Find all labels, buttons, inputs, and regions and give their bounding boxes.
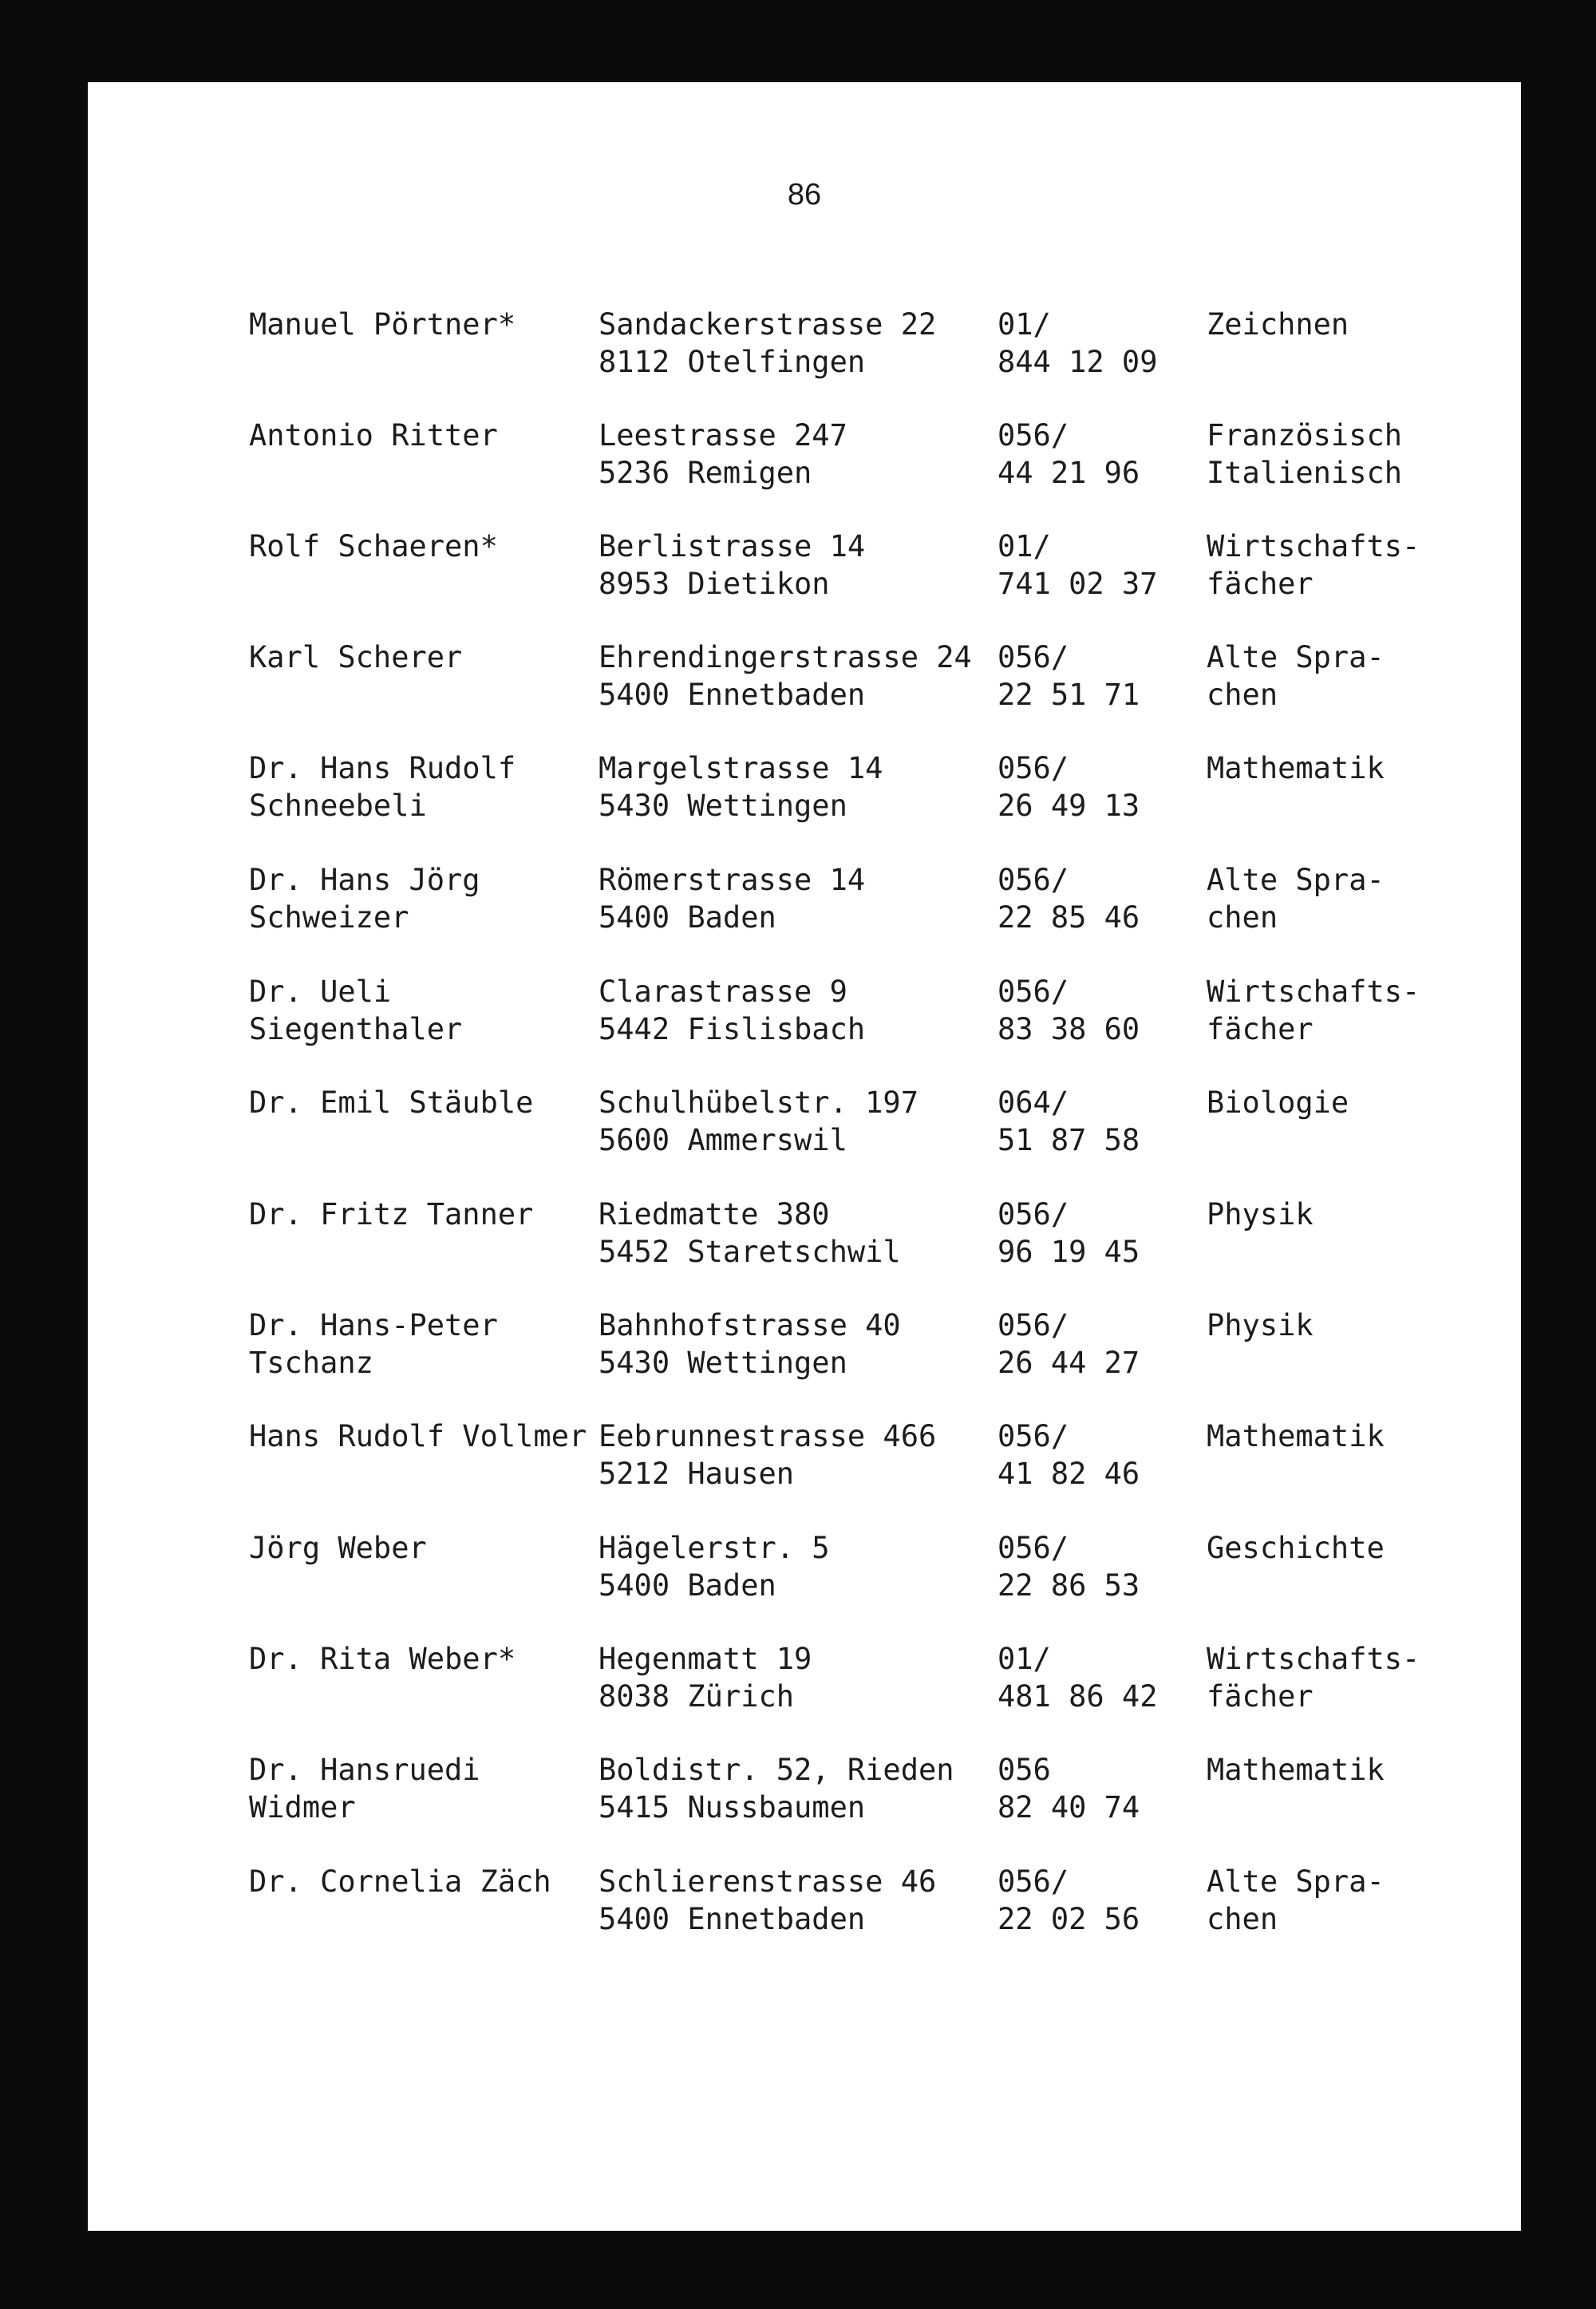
entry-subject: Alte Spra- chen: [1207, 863, 1385, 935]
entry-name: Jörg Weber: [249, 1531, 427, 1565]
entry-subject: Physik: [1207, 1308, 1314, 1342]
entry-subject: Alte Spra- chen: [1207, 640, 1385, 712]
directory-entry: [88, 1196, 1521, 1275]
entry-subject: Wirtschafts- fächer: [1207, 1642, 1420, 1714]
entry-name: Dr. Hansruedi Widmer: [249, 1753, 480, 1825]
entry-subject: Zeichnen: [1207, 307, 1349, 342]
entry-subject: Physik: [1207, 1197, 1314, 1232]
entry-phone: 056/ 22 02 56: [998, 1864, 1140, 1936]
entry-address: Margelstrasse 14 5430 Wettingen: [598, 751, 883, 823]
entry-name: Hans Rudolf Vollmer: [249, 1419, 587, 1453]
entry-phone: 056 82 40 74: [998, 1753, 1140, 1825]
entry-name: Rolf Schaeren*: [249, 529, 498, 563]
entry-subject: Mathematik: [1207, 751, 1385, 785]
entry-address: Schulhübelstr. 197 5600 Ammerswil: [598, 1085, 918, 1157]
directory-entry: [88, 1084, 1521, 1164]
entry-name: Dr. Hans Rudolf Schneebeli: [249, 751, 516, 823]
entry-subject: Wirtschafts- fächer: [1207, 975, 1420, 1046]
entry-address: Bahnhofstrasse 40 5430 Wettingen: [598, 1308, 901, 1380]
entry-address: Boldistr. 52, Rieden 5415 Nussbaumen: [598, 1753, 954, 1825]
entry-phone: 056/ 22 51 71: [998, 640, 1140, 712]
entry-name: Antonio Ritter: [249, 418, 498, 453]
entry-phone: 056/ 41 82 46: [998, 1419, 1140, 1491]
entry-address: Ehrendingerstrasse 24 5400 Ennetbaden: [598, 640, 972, 712]
entry-subject: Französisch Italienisch: [1207, 418, 1403, 490]
entry-phone: 056/ 44 21 96: [998, 418, 1140, 490]
entry-phone: 01/ 844 12 09: [998, 307, 1158, 379]
entry-address: Clarastrasse 9 5442 Fislisbach: [598, 975, 866, 1046]
entry-phone: 056/ 22 86 53: [998, 1531, 1140, 1603]
entry-address: Leestrasse 247 5236 Remigen: [598, 418, 847, 490]
entry-name: Dr. Fritz Tanner: [249, 1197, 534, 1232]
entry-subject: Biologie: [1207, 1085, 1349, 1120]
directory-entry: [88, 1863, 1521, 1943]
entry-subject: Geschichte: [1207, 1531, 1385, 1565]
entry-phone: 056/ 26 44 27: [998, 1308, 1140, 1380]
directory-entry: [88, 1417, 1521, 1497]
page-number: 86: [787, 178, 822, 212]
entry-address: Hegenmatt 19 8038 Zürich: [598, 1642, 812, 1714]
directory-entry: [88, 1529, 1521, 1609]
directory-entry: [88, 1640, 1521, 1720]
entry-name: Manuel Pörtner*: [249, 307, 516, 342]
entry-address: Hägelerstr. 5 5400 Baden: [598, 1531, 830, 1603]
entry-phone: 01/ 481 86 42: [998, 1642, 1158, 1714]
entry-phone: 056/ 83 38 60: [998, 975, 1140, 1046]
entry-subject: Mathematik: [1207, 1753, 1385, 1787]
entry-phone: 056/ 26 49 13: [998, 751, 1140, 823]
entry-name: Dr. Rita Weber*: [249, 1642, 516, 1676]
entry-phone: 064/ 51 87 58: [998, 1085, 1140, 1157]
directory-entry: [88, 1751, 1521, 1831]
document-page: [88, 82, 1521, 2231]
entry-subject: Wirtschafts- fächer: [1207, 529, 1420, 601]
entry-name: Karl Scherer: [249, 640, 463, 674]
directory-entry: [88, 973, 1521, 1053]
directory-entry: [88, 1307, 1521, 1386]
directory-entry: [88, 528, 1521, 607]
entry-address: Riedmatte 380 5452 Staretschwil: [598, 1197, 901, 1269]
entry-name: Dr. Hans-Peter Tschanz: [249, 1308, 498, 1380]
directory-entry: [88, 417, 1521, 496]
directory-entry: [88, 861, 1521, 941]
entry-address: Sandackerstrasse 22 8112 Otelfingen: [598, 307, 937, 379]
directory-entry: [88, 306, 1521, 385]
entry-address: Berlistrasse 14 8953 Dietikon: [598, 529, 866, 601]
entry-phone: 056/ 96 19 45: [998, 1197, 1140, 1269]
entry-address: Eebrunnestrasse 466 5212 Hausen: [598, 1419, 937, 1491]
entry-name: Dr. Cornelia Zäch: [249, 1864, 551, 1899]
entry-address: Römerstrasse 14 5400 Baden: [598, 863, 866, 935]
entry-name: Dr. Hans Jörg Schweizer: [249, 863, 480, 935]
entry-subject: Mathematik: [1207, 1419, 1385, 1453]
entry-name: Dr. Ueli Siegenthaler: [249, 975, 463, 1046]
entry-phone: 056/ 22 85 46: [998, 863, 1140, 935]
entry-address: Schlierenstrasse 46 5400 Ennetbaden: [598, 1864, 937, 1936]
entry-subject: Alte Spra- chen: [1207, 1864, 1385, 1936]
entry-name: Dr. Emil Stäuble: [249, 1085, 534, 1120]
entry-phone: 01/ 741 02 37: [998, 529, 1158, 601]
directory-entry: [88, 639, 1521, 718]
directory-entry: [88, 749, 1521, 829]
